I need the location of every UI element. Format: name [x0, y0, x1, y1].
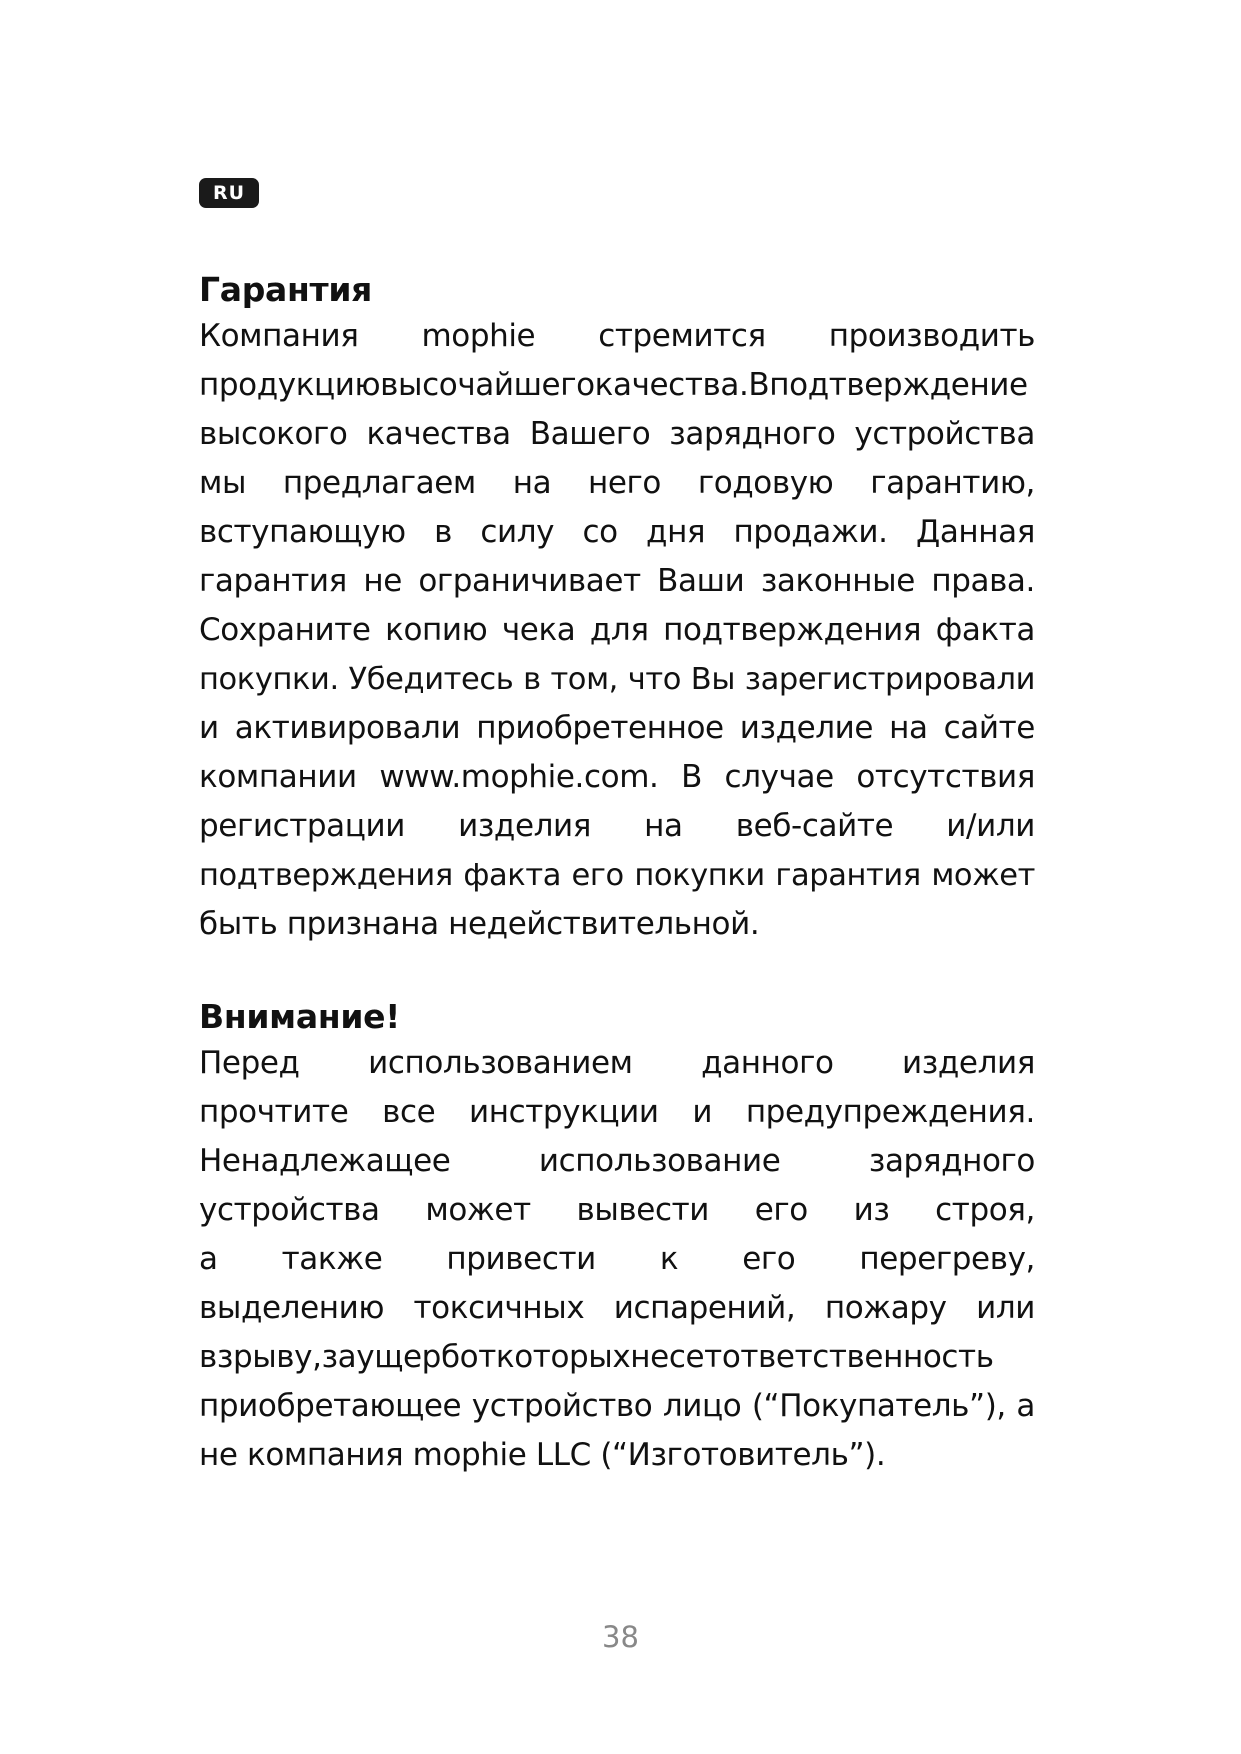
warranty-line: подтверждения факта его покупки гарантия может [199, 858, 1035, 893]
warranty-line: гарантия не ограничивает Ваши законные права. [199, 563, 1035, 599]
warranty-line: Сохраните копию чека для подтверждения факта [199, 612, 1035, 648]
warranty-line: и активировали приобретенное изделие на сайте [199, 710, 1035, 746]
warranty-line: быть признана недействительной. [199, 906, 760, 942]
warranty-line: Компания mophie стремится производить [199, 318, 1035, 354]
warranty-line: компании www.mophie.com. В случае отсутствия [199, 759, 1035, 795]
warranty-line: регистрации изделия на веб-сайте и/или [199, 808, 1035, 844]
warning-section [199, 995, 1035, 1480]
warning-line: выделению токсичных испарений, пожару или [199, 1290, 1035, 1326]
warranty-line: покупки. Убедитесь в том, что Вы зарегистрировали [199, 662, 1035, 697]
warranty-line: мы предлагаем на него годовую гарантию, [199, 465, 1035, 501]
warranty-body [199, 312, 1035, 949]
page-number: 38 [602, 1620, 639, 1654]
warning-line: Перед использованием данного изделия [199, 1045, 1035, 1081]
warranty-heading: Гарантия [199, 270, 373, 309]
warning-heading: Внимание! [199, 997, 400, 1036]
warranty-line: продукциювысочайшегокачества.Вподтверждение [199, 367, 1028, 403]
warranty-line: высокого качества Вашего зарядного устройства [199, 416, 1035, 452]
warning-line: приобретающее устройство лицо (“Покупатель”), а [199, 1388, 1035, 1424]
warranty-line: вступающую в силу со дня продажи. Данная [199, 514, 1035, 550]
warning-body [199, 1039, 1035, 1480]
warranty-section [199, 268, 1035, 949]
warning-line: прочтите все инструкции и предупреждения. [199, 1094, 1035, 1130]
warning-line: Ненадлежащее использование зарядного [199, 1143, 1035, 1179]
warning-line: взрыву,заущерботкоторыхнесетответственность [199, 1339, 994, 1375]
language-badge: RU [199, 178, 259, 208]
warning-line: не компания mophie LLC (“Изготовитель”). [199, 1437, 886, 1473]
warning-line: устройства может вывести его из строя, [199, 1192, 1035, 1228]
warning-line: а также привести к его перегреву, [199, 1241, 1035, 1277]
